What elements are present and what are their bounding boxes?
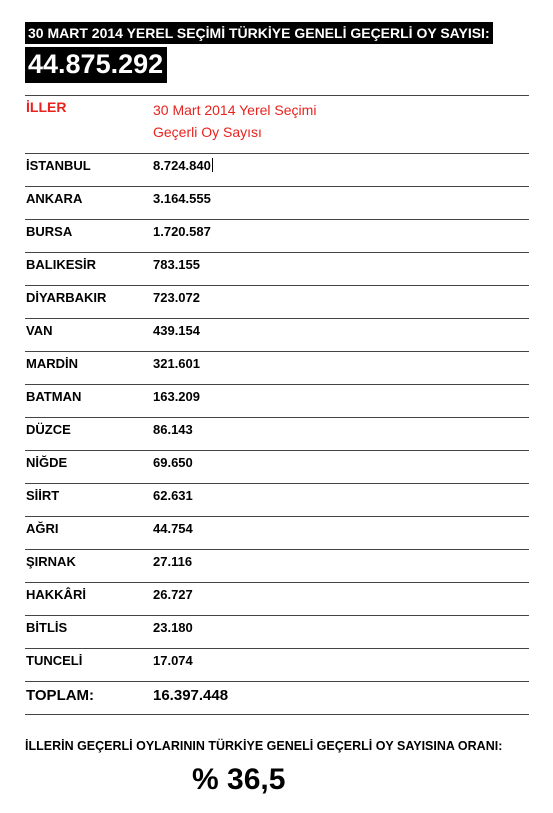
province-votes: 3.164.555	[153, 191, 211, 206]
province-name: ANKARA	[26, 191, 83, 206]
province-votes: 62.631	[153, 488, 193, 503]
province-name: HAKKÂRİ	[26, 587, 86, 602]
table-row	[25, 186, 529, 219]
table-header	[25, 95, 529, 153]
total-row	[25, 681, 529, 715]
page-title: 30 MART 2014 YEREL SEÇİMİ TÜRKİYE GENELİ GEÇERLİ OY SAYISI:	[25, 22, 493, 44]
province-votes: 23.180	[153, 620, 193, 635]
column-header-votes-line2: Geçerli Oy Sayısı	[153, 124, 262, 140]
table-row	[25, 648, 529, 681]
province-name: VAN	[26, 323, 53, 338]
province-name: BİTLİS	[26, 620, 68, 635]
province-name: ŞIRNAK	[26, 554, 76, 569]
table-row	[25, 153, 529, 186]
table-row	[25, 318, 529, 351]
votes-table	[25, 95, 529, 715]
table-row	[25, 384, 529, 417]
province-name: NİĞDE	[26, 455, 68, 470]
province-votes: 783.155	[153, 257, 200, 272]
table-row	[25, 219, 529, 252]
province-votes: 163.209	[153, 389, 200, 404]
table-row	[25, 483, 529, 516]
table-row	[25, 516, 529, 549]
province-name: DÜZCE	[26, 422, 71, 437]
province-name: MARDİN	[26, 356, 78, 371]
column-header-votes	[153, 99, 316, 143]
province-votes: 26.727	[153, 587, 193, 602]
table-row	[25, 615, 529, 648]
table-row	[25, 351, 529, 384]
province-votes: 86.143	[153, 422, 193, 437]
province-votes: 723.072	[153, 290, 200, 305]
province-votes: 8.724.840	[153, 158, 211, 173]
province-name: SİİRT	[26, 488, 60, 503]
table-row	[25, 252, 529, 285]
province-votes: 1.720.587	[153, 224, 211, 239]
province-name: BATMAN	[26, 389, 82, 404]
table-row	[25, 450, 529, 483]
province-name: TUNCELİ	[26, 653, 83, 668]
province-votes: 69.650	[153, 455, 193, 470]
province-name: İSTANBUL	[26, 158, 91, 173]
province-votes: 17.074	[153, 653, 193, 668]
province-votes: 439.154	[153, 323, 200, 338]
province-votes: 27.116	[153, 554, 193, 569]
total-value: 16.397.448	[153, 687, 229, 704]
province-name: DİYARBAKIR	[26, 290, 107, 305]
province-votes: 321.601	[153, 356, 200, 371]
table-row	[25, 285, 529, 318]
table-row	[25, 417, 529, 450]
province-votes: 44.754	[153, 521, 193, 536]
overall-valid-votes: 44.875.292	[25, 47, 167, 83]
province-name: AĞRI	[26, 521, 59, 536]
table-row	[25, 582, 529, 615]
text-cursor	[212, 158, 213, 172]
province-name: BALIKESİR	[26, 257, 97, 272]
total-label: TOPLAM:	[26, 687, 95, 704]
ratio-label: İLLERİN GEÇERLİ OYLARININ TÜRKİYE GENELİ GEÇERLİ OY SAYISINA ORANI:	[25, 739, 503, 753]
ratio-value: % 36,5	[192, 763, 286, 796]
column-header-votes-line1: 30 Mart 2014 Yerel Seçimi	[153, 102, 317, 118]
table-row	[25, 549, 529, 582]
province-name: BURSA	[26, 224, 73, 239]
column-header-provinces: İLLER	[26, 99, 67, 115]
